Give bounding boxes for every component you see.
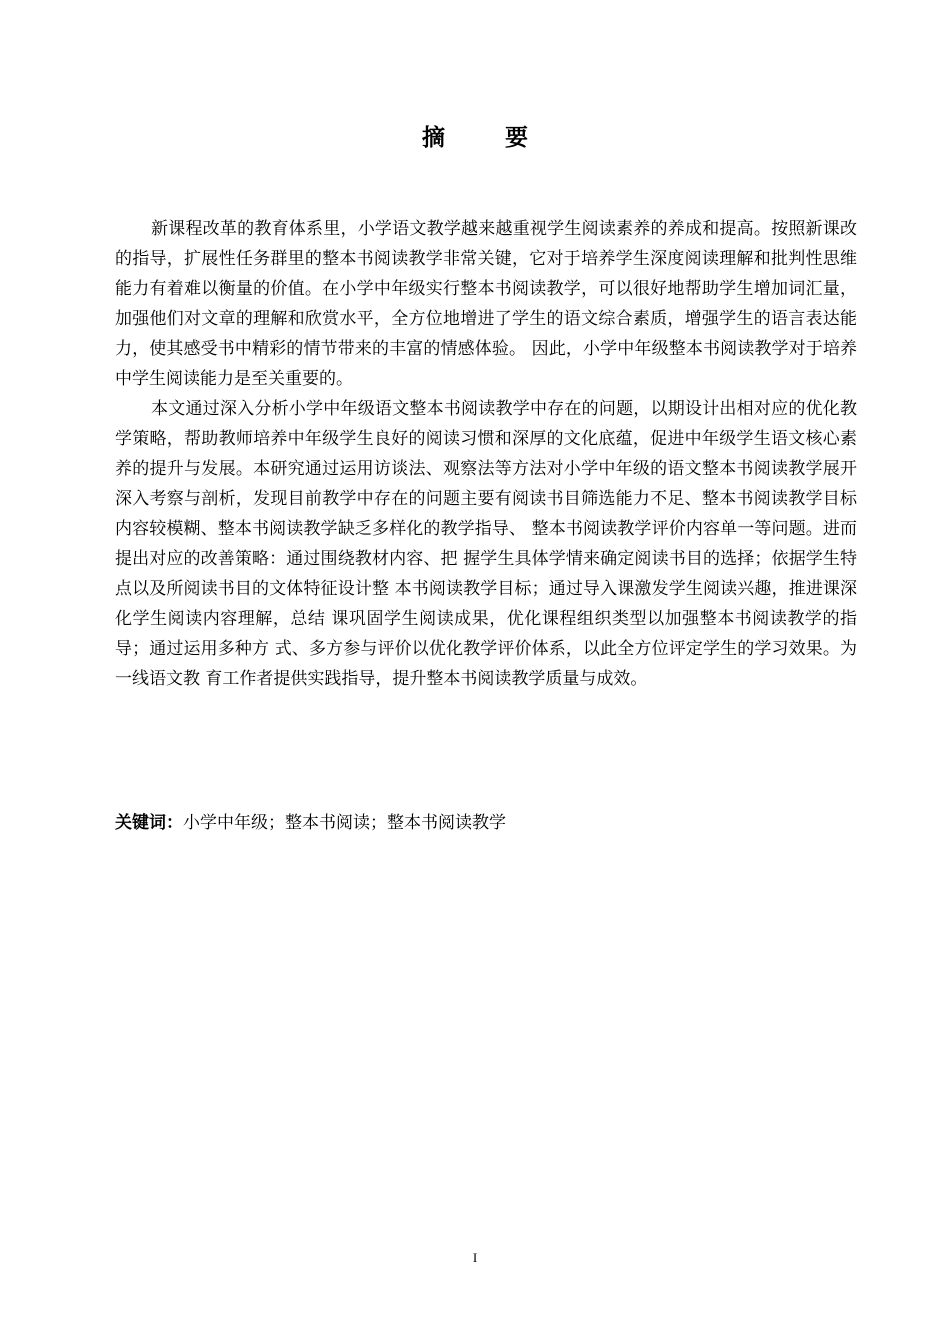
- keywords-text: 小学中年级；整本书阅读；整本书阅读教学: [183, 813, 506, 833]
- page-number: I: [472, 1250, 478, 1265]
- keywords-label: 关键词：: [115, 813, 183, 833]
- abstract-paragraph-2: 本文通过深入分析小学中年级语文整本书阅读教学中存在的问题，以期设计出相对应的优化教学策略，帮助教师培养中年级学生良好的阅读习惯和深厚的文化底蕴，促进中年级学生语文核心素养的提升与发展。本研究通过运用访谈法、观察法等方法对小学中年级的语文整本书阅读教学展开深入考察与剖析，发现目前教学中存在的问题主要有阅读书目筛选能力不足、整本书阅读教学目标内容较模糊、整本书阅读教学缺乏多样化的教学指导、 整本书阅读教学评价内容单一等问题。进而提出对应的改善策略：通过围绕教材内容、把 握学生具体学情来确定阅读书目的选择；依据学生特点以及所阅读书目的文体特征设计整 本书阅读教学目标；通过导入课激发学生阅读兴趣，推进课深化学生阅读内容理解，总结 课巩固学生阅读成果，优化课程组织类型以加强整本书阅读教学的指导；通过运用多种方 式、多方参与评价以优化教学评价体系，以此全方位评定学生的学习效果。为一线语文教 育工作者提供实践指导，提升整本书阅读教学质量与成效。: [115, 399, 857, 689]
- abstract-body: [115, 214, 857, 694]
- abstract-paragraph-1: 新课程改革的教育体系里，小学语文教学越来越重视学生阅读素养的养成和提高。按照新课改的指导，扩展性任务群里的整本书阅读教学非常关键，它对于培养学生深度阅读理解和批判性思维能力有着难以衡量的价值。在小学中年级实行整本书阅读教学，可以很好地帮助学生增加词汇量，加强他们对文章的理解和欣赏水平，全方位地增进了学生的语文综合素质，增强学生的语言表达能力，使其感受书中精彩的情节带来的丰富的情感体验。 因此，小学中年级整本书阅读教学对于培养中学生阅读能力是至关重要的。: [115, 219, 857, 389]
- abstract-title: 摘 要: [421, 124, 554, 151]
- keywords-line: [115, 808, 857, 838]
